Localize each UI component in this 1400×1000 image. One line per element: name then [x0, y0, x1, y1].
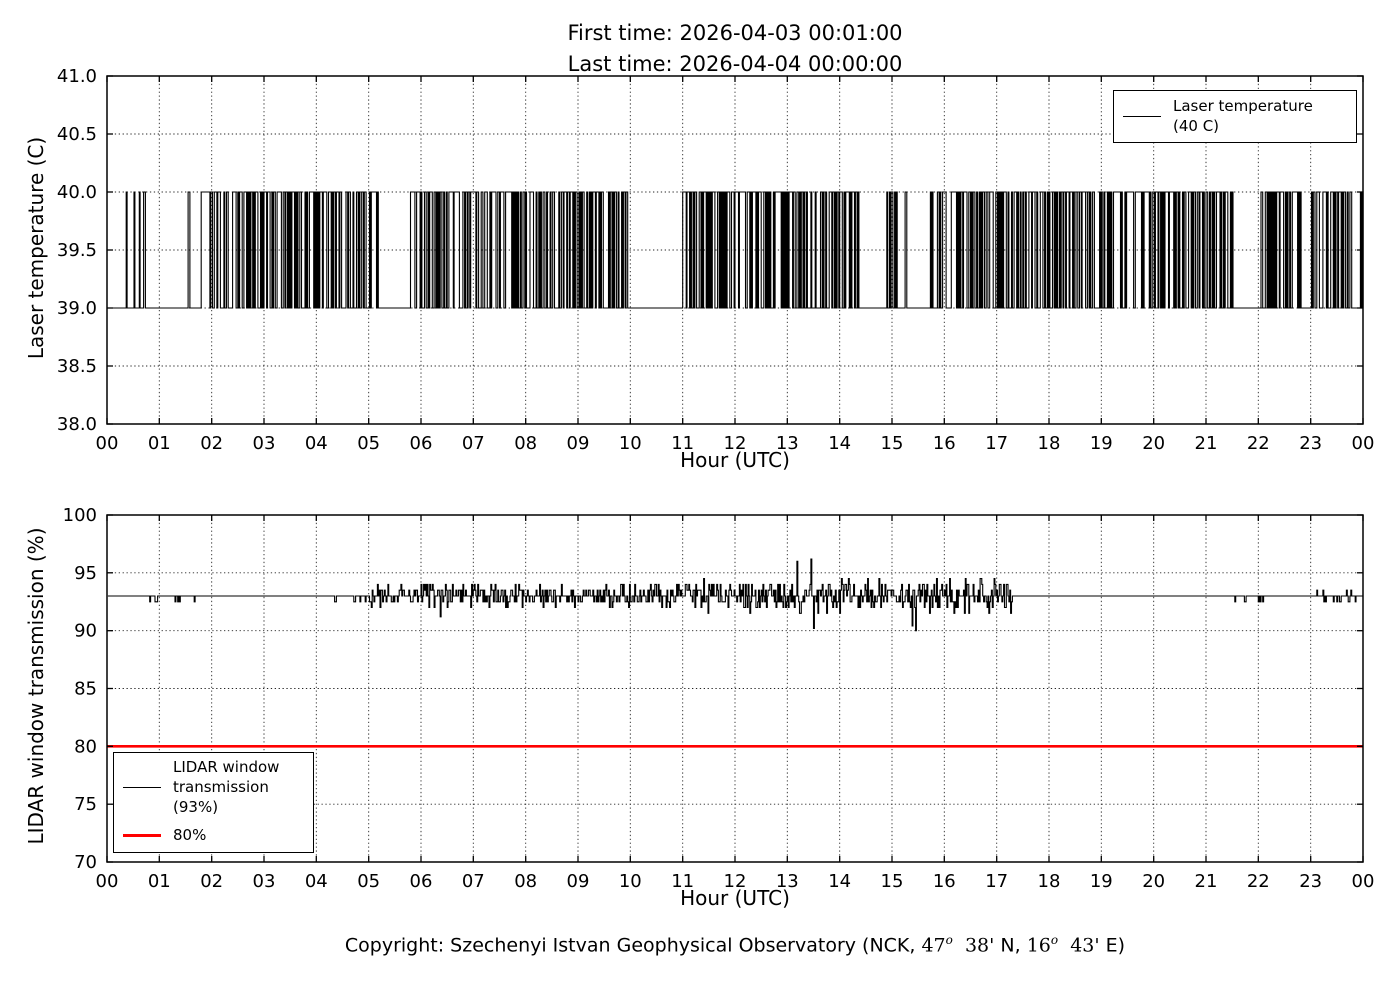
latitude-minutes: 38'	[952, 934, 1001, 957]
svg-text:11: 11	[671, 871, 695, 892]
svg-text:18: 18	[1037, 433, 1061, 454]
top-ylabel: Laser temperature (C)	[24, 136, 48, 360]
bottom-xlabel: Hour (UTC)	[680, 886, 790, 910]
svg-text:23: 23	[1299, 433, 1323, 454]
chart-title-block	[107, 18, 1363, 80]
legend-label-threshold: 80%	[173, 826, 207, 844]
svg-text:11: 11	[671, 433, 695, 454]
svg-text:09: 09	[566, 433, 590, 454]
svg-text:20: 20	[1142, 871, 1166, 892]
svg-text:22: 22	[1246, 433, 1270, 454]
chart-0-series	[108, 192, 1363, 308]
series-line	[108, 192, 1363, 308]
svg-text:19: 19	[1089, 433, 1113, 454]
legend-laser-temperature	[1113, 90, 1357, 143]
svg-text:06: 06	[409, 433, 433, 454]
black-line-sample-icon	[1123, 116, 1161, 117]
svg-text:80: 80	[74, 736, 97, 758]
svg-text:100: 100	[62, 505, 97, 526]
svg-text:10: 10	[618, 433, 642, 454]
legend-label	[173, 757, 279, 817]
latitude-hemisphere: N,	[1000, 934, 1027, 957]
svg-text:00: 00	[1351, 433, 1375, 454]
svg-text:41.0: 41.0	[56, 66, 97, 87]
copyright-text: Copyright: Szechenyi Istvan Geophysical Observatory (NCK,	[344, 934, 922, 957]
svg-text:01: 01	[147, 871, 171, 892]
svg-text:17: 17	[985, 433, 1009, 454]
svg-text:13: 13	[775, 433, 799, 454]
svg-text:75: 75	[74, 794, 97, 816]
svg-text:39.5: 39.5	[56, 240, 97, 261]
svg-text:04: 04	[304, 433, 328, 454]
svg-text:40.5: 40.5	[56, 124, 97, 145]
svg-text:16: 16	[932, 871, 956, 892]
svg-text:08: 08	[514, 433, 538, 454]
bottom-ylabel: LIDAR window transmission (%)	[24, 527, 48, 845]
legend-entry-threshold	[114, 821, 313, 849]
legend-lidar-window	[113, 752, 314, 853]
svg-text:12: 12	[723, 433, 747, 454]
svg-text:16: 16	[932, 433, 956, 454]
svg-text:18: 18	[1037, 871, 1061, 892]
svg-text:08: 08	[514, 871, 538, 892]
svg-text:00: 00	[1351, 871, 1375, 892]
svg-text:02: 02	[200, 433, 224, 454]
black-line-sample-icon	[123, 787, 161, 788]
legend-entry-laser-temperature	[1114, 91, 1356, 141]
title-last-time: Last time: 2026-04-04 00:00:00	[567, 52, 903, 76]
svg-text:22: 22	[1246, 871, 1270, 892]
svg-text:38.5: 38.5	[56, 356, 97, 377]
svg-text:01: 01	[147, 433, 171, 454]
svg-text:10: 10	[618, 871, 642, 892]
degree-symbol: o	[945, 933, 953, 947]
svg-text:95: 95	[74, 562, 97, 584]
legend-label	[1173, 96, 1313, 136]
longitude-minutes: 43'	[1058, 934, 1106, 957]
svg-text:05: 05	[357, 433, 381, 454]
svg-text:06: 06	[409, 871, 433, 892]
longitude-hemisphere: E)	[1105, 934, 1126, 957]
legend-label-line2: transmission	[173, 778, 269, 796]
svg-text:85: 85	[74, 678, 97, 700]
legend-label-line1: LIDAR window	[173, 758, 280, 776]
svg-text:90: 90	[74, 620, 97, 642]
svg-text:13: 13	[775, 871, 799, 892]
copyright-line	[107, 933, 1363, 956]
legend-label-line3: (93%)	[173, 798, 219, 816]
svg-text:04: 04	[304, 871, 328, 892]
svg-text:14: 14	[828, 433, 852, 454]
svg-text:21: 21	[1194, 871, 1218, 892]
longitude-degrees: 16	[1026, 934, 1051, 957]
top-xlabel: Hour (UTC)	[680, 448, 790, 472]
svg-text:15: 15	[880, 433, 904, 454]
svg-text:39.0: 39.0	[56, 298, 97, 319]
svg-text:03: 03	[252, 871, 276, 892]
svg-text:23: 23	[1299, 871, 1323, 892]
svg-text:14: 14	[828, 871, 852, 892]
svg-text:21: 21	[1194, 433, 1218, 454]
title-first-time: First time: 2026-04-03 00:01:00	[567, 21, 903, 45]
svg-text:05: 05	[357, 871, 381, 892]
svg-text:07: 07	[461, 871, 485, 892]
svg-text:07: 07	[461, 433, 485, 454]
svg-text:09: 09	[566, 871, 590, 892]
red-line-sample-icon	[123, 834, 161, 837]
svg-text:00: 00	[95, 433, 119, 454]
svg-text:38.0: 38.0	[56, 414, 97, 435]
svg-text:15: 15	[880, 871, 904, 892]
legend-label-line2: (40 C)	[1173, 117, 1220, 135]
svg-text:19: 19	[1089, 871, 1113, 892]
svg-text:00: 00	[95, 871, 119, 892]
svg-text:20: 20	[1142, 433, 1166, 454]
latitude-degrees: 47	[921, 934, 946, 957]
svg-text:02: 02	[200, 871, 224, 892]
legend-label-line1: Laser temperature	[1173, 97, 1313, 115]
svg-text:03: 03	[252, 433, 276, 454]
degree-symbol: o	[1050, 933, 1059, 947]
legend-entry-transmission	[114, 753, 313, 821]
svg-text:12: 12	[723, 871, 747, 892]
svg-text:17: 17	[985, 871, 1009, 892]
svg-text:40.0: 40.0	[56, 182, 97, 203]
svg-text:70: 70	[74, 852, 97, 873]
